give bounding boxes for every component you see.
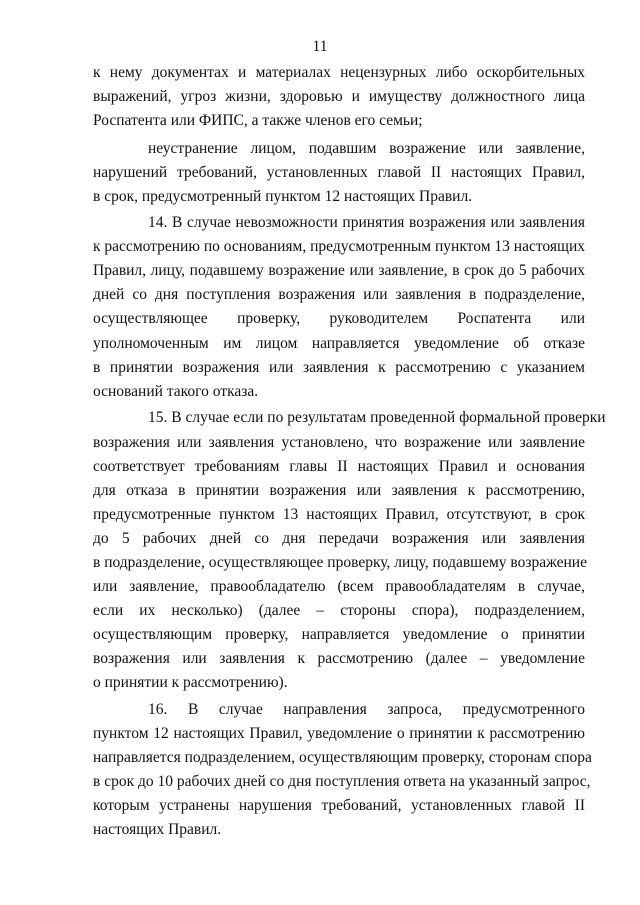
text-line: осуществляющее проверку, руководителем Роспатента или [93, 310, 585, 327]
page-number: 11 [312, 38, 328, 55]
text-line: Роспатента или ФИПС, а также членов его семьи; [93, 112, 423, 129]
text-line: в подразделение, осуществляющее проверку, лицу, подавшему возражение [93, 554, 587, 571]
text-line: неустранение лицом, подавшим возражение или заявление, [148, 140, 585, 157]
text-line: если их несколько) (далее – стороны спора), подразделением, [93, 602, 585, 619]
text-line: до 5 рабочих дней со дня передачи возражения или заявления [93, 530, 585, 547]
text-line: Правил, лицу, подавшему возражение или заявление, в срок до 5 рабочих [93, 262, 585, 279]
text-line: возражения или заявления установлено, что возражение или заявление [93, 434, 585, 451]
text-line: настоящих Правил. [93, 821, 222, 838]
text-line: к рассмотрению по основаниям, предусмотренным пунктом 13 настоящих [93, 238, 585, 255]
text-line: 16. В случае направления запроса, предусмотренного [148, 701, 585, 718]
text-line: осуществляющим проверку, направляется уведомление о принятии [93, 626, 585, 643]
text-line: для отказа в принятии возражения или заявления к рассмотрению, [93, 482, 585, 499]
text-line: нарушений требований, установленных главой II настоящих Правил, [93, 164, 585, 181]
text-line: в принятии возражения или заявления к рассмотрению с указанием [93, 359, 585, 376]
text-line: пунктом 12 настоящих Правил, уведомление о принятии к рассмотрению [93, 725, 585, 742]
text-line: к нему документах и материалах нецензурных либо оскорбительных [93, 64, 585, 81]
text-line: или заявление, правообладателю (всем правообладателям в случае, [93, 578, 585, 595]
text-line: предусмотренные пунктом 13 настоящих Правил, отсутствуют, в срок [93, 506, 585, 523]
text-line: 15. В случае если по результатам проведенной формальной проверки [148, 409, 606, 426]
text-line: направляется подразделением, осуществляющим проверку, сторонам спора [93, 749, 592, 766]
text-line: в срок до 10 рабочих дней со дня поступления ответа на указанный запрос, [93, 773, 591, 790]
text-line: о принятии к рассмотрению). [93, 674, 288, 691]
text-line: дней со дня поступления возражения или заявления в подразделение, [93, 286, 585, 303]
text-line: оснований такого отказа. [93, 383, 259, 400]
text-line: 14. В случае невозможности принятия возражения или заявления [148, 214, 585, 231]
text-line: уполномоченным им лицом направляется уведомление об отказе [93, 335, 585, 352]
text-line: выражений, угроз жизни, здоровью и имуществу должностного лица [93, 88, 585, 105]
text-line: которым устранены нарушения требований, установленных главой II [93, 797, 585, 814]
text-line: в срок, предусмотренный пунктом 12 настоящих Правил. [93, 188, 473, 205]
text-line: соответствует требованиям главы II настоящих Правил и основания [93, 458, 585, 475]
text-line: возражения или заявления к рассмотрению (далее – уведомление [93, 650, 585, 667]
